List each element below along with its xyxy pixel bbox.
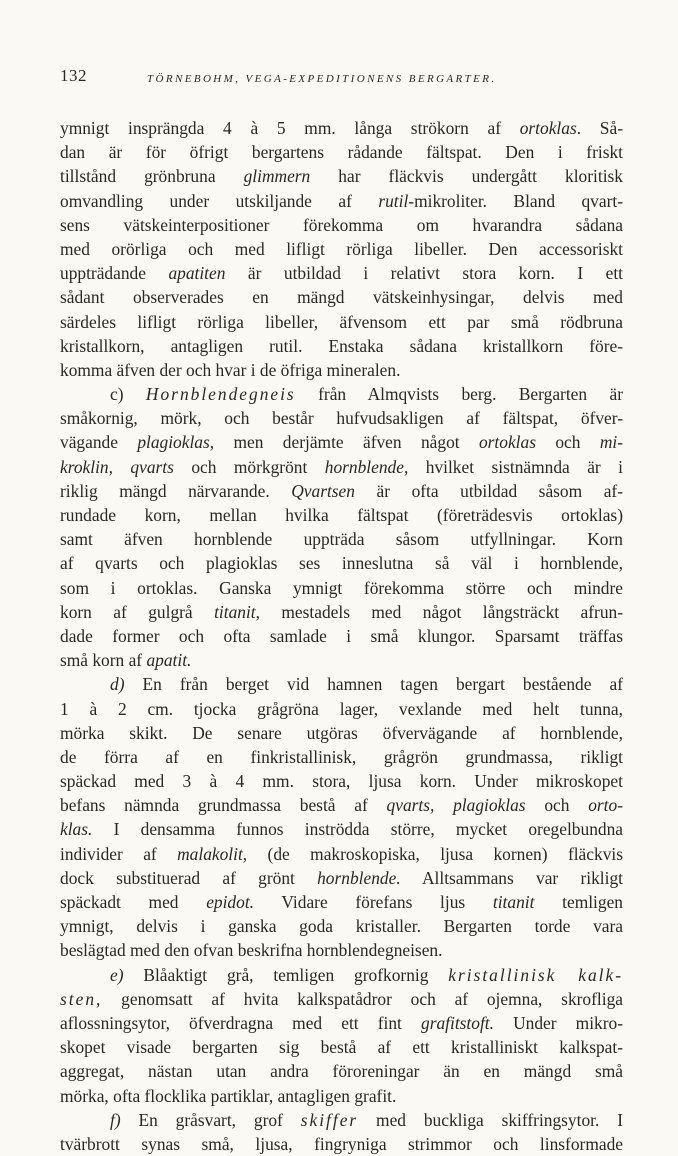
text-run: skopet visade bergarten sig bestå af ett kristalliniskt kalkspat- (60, 1037, 623, 1058)
text-run: mörka, ofta flocklika partiklar, antagligen grafit. (60, 1085, 397, 1106)
text-run: befans nämnda grundmassa bestå af (60, 795, 387, 816)
text-run: späckad med 3 à 4 mm. stora, ljusa korn. Under mikroskopet (60, 771, 623, 792)
text-line (60, 116, 623, 140)
text-run: ymnigt, delvis i ganska goda kristaller. Bergarten torde vara (60, 916, 623, 937)
text-line (60, 721, 623, 745)
text-run: beslägtad med den ofvan beskrifna hornblendegneisen. (60, 940, 443, 961)
italic-term: klas. (60, 819, 93, 840)
italic-term: plagioklas, (137, 432, 215, 453)
text-line (60, 430, 623, 454)
text-line (60, 817, 623, 841)
text-line (60, 455, 623, 479)
text-run: småkornig, mörk, och består hufvudsakligen af fältspat, öfver- (60, 408, 623, 429)
text-run: som i ortoklas. Ganska ymnigt förekomma större och mindre (60, 577, 623, 598)
text-run: de förra af en finkristallinisk, grågrön grundmassa, rikligt (60, 746, 623, 767)
text-line (60, 866, 623, 890)
text-line (60, 189, 623, 213)
text-run: -mikroliter. Bland qvart- (408, 190, 623, 211)
italic-term: glimmern (243, 166, 311, 187)
text-line (60, 793, 623, 817)
italic-term: rutil (378, 190, 409, 211)
text-line (60, 551, 623, 575)
italic-term: kroklin, qvarts (60, 456, 174, 477)
italic-term: grafitstoft. (421, 1012, 494, 1033)
text-line (60, 963, 623, 987)
text-line (60, 648, 623, 672)
text-line (60, 164, 623, 188)
text-run: riklig mängd närvarande. (60, 480, 292, 501)
text-line (60, 672, 623, 696)
text-run: särdeles lifligt rörliga libeller, äfvensom ett par små rödbruna (60, 311, 623, 332)
italic-term: e) (110, 964, 124, 985)
text-run: aggregat, nästan utan andra föroreningar än en mängd små (60, 1061, 623, 1082)
italic-term: ortoklas (478, 432, 536, 453)
text-run: samt äfven hornblende uppträda såsom utfyllningar. Korn (60, 529, 623, 550)
text-run: mörka skikt. De senare utgöras öfvervägande af hornblende, (60, 722, 623, 743)
text-run: genomsatt af hvita kalkspatådror och af ojemna, skrofliga (102, 988, 623, 1009)
text-run: ymnigt insprängda 4 à 5 mm. långa strökorn af (60, 118, 520, 138)
italic-term: Hornblendegneis (145, 384, 296, 405)
text-run: uppträdande (60, 263, 169, 284)
text-run: individer af (60, 843, 178, 864)
text-line (60, 1059, 623, 1083)
text-line (60, 310, 623, 334)
text-run: komma äfven der och hvar i de öfriga mineralen. (60, 359, 401, 380)
text-line (60, 382, 623, 406)
text-run: och (535, 432, 600, 453)
text-run: af qvarts och plagioklas ses inneslutna så väl i hornblende, (60, 553, 623, 574)
text-line (60, 527, 623, 551)
text-run: med orörliga och med lifligt rörliga libeller. Den accessoriskt (60, 238, 623, 259)
text-run: Under mikro- (493, 1012, 623, 1033)
body-text (60, 116, 623, 1156)
text-run: dade former och ofta samlade i små klungor. Sparsamt träffas (60, 625, 623, 646)
text-run: . Så- (576, 118, 623, 138)
text-line (60, 479, 623, 503)
text-line (60, 914, 623, 938)
text-line (60, 1108, 623, 1132)
text-run: omvandling under utskiljande af (60, 190, 379, 211)
text-line (60, 261, 623, 285)
text-line (60, 890, 623, 914)
text-line (60, 358, 623, 382)
text-run: från Almqvists berg. Bergarten är (295, 384, 623, 405)
text-run: Blåaktigt grå, temligen grofkornig (123, 964, 449, 985)
italic-term: Qvartsen (291, 480, 355, 501)
text-run: och mörkgrönt (173, 456, 325, 477)
text-line (60, 237, 623, 261)
text-run: dock substituerad af grönt (60, 867, 318, 888)
text-run: har fläckvis undergått kloritisk (310, 166, 623, 187)
italic-term: kristallinisk kalk- (448, 964, 623, 985)
italic-term: titanit, (214, 601, 260, 622)
text-line (60, 745, 623, 769)
italic-term: hornblende. (317, 867, 401, 888)
italic-term: hornblende, (324, 456, 409, 477)
text-line (60, 1035, 623, 1059)
text-run: aflossningsytor, öfverdragna med ett fint (60, 1012, 421, 1033)
text-run: rundade korn, mellan hvilka fältspat (företrädesvis ortoklas) (60, 505, 623, 525)
text-run: tvärbrott synas små, ljusa, fingryniga strimmor och linsformade (60, 1133, 623, 1154)
text-run: temligen (534, 892, 623, 912)
text-run: tillstånd grönbruna (60, 166, 244, 187)
text-run: och (525, 795, 589, 816)
page-number: 132 (60, 66, 87, 85)
italic-term: d) (110, 674, 125, 695)
running-head: TÖRNEBOHM, VEGA-EXPEDITIONENS BERGARTER. (147, 73, 497, 85)
page-header (0, 66, 678, 96)
text-line (60, 213, 623, 237)
text-line (60, 624, 623, 648)
text-line (60, 697, 623, 721)
text-run: kristallkorn, antagligen rutil. Enstaka sådana kristallkorn före- (60, 335, 623, 356)
text-run: 1 à 2 cm. tjocka grågröna lager, vexlande med helt tunna, (60, 698, 623, 719)
text-line (60, 600, 623, 624)
text-run: korn af gulgrå (60, 601, 215, 622)
text-line (60, 938, 623, 962)
text-run: dan är för öfrigt bergartens rådande fältspat. Den i friskt (60, 142, 623, 163)
text-line (60, 503, 623, 527)
text-run: späckadt med (60, 892, 207, 912)
text-line (60, 987, 623, 1011)
text-run: sens vätskeinterpositioner förekomma om hvarandra sådana (60, 214, 623, 235)
text-line (60, 140, 623, 164)
italic-term: f) (110, 1109, 121, 1130)
italic-term: titanit (492, 892, 535, 912)
italic-term: ortoklas (519, 118, 577, 138)
text-run: med buckliga skiffringsytor. I (358, 1109, 623, 1130)
text-run: (de makroskopiska, ljusa kornen) fläckvis (247, 843, 623, 864)
text-line (60, 334, 623, 358)
text-line (60, 842, 623, 866)
text-line (60, 406, 623, 430)
italic-term: mi- (599, 432, 623, 453)
text-line (60, 769, 623, 793)
text-run: är ofta utbildad såsom af- (354, 480, 623, 501)
text-run: En från berget vid hamnen tagen bergart bestående af (124, 674, 623, 695)
text-run: sådant observerades en mängd vätskeinhysingar, delvis med (60, 287, 623, 308)
text-line (60, 576, 623, 600)
italic-term: skiffer (300, 1109, 359, 1130)
text-run: vägande (60, 432, 138, 453)
text-run: mestadels med något långsträckt afrun- (259, 601, 623, 622)
text-run: c) (110, 384, 146, 405)
text-run: är utbildad i relativt stora korn. I ett (225, 263, 623, 284)
text-run: men derjämte äfven något (214, 432, 479, 453)
text-line (60, 285, 623, 309)
italic-term: malakolit, (177, 843, 248, 864)
italic-term: orto- (588, 795, 623, 816)
text-line (60, 1011, 623, 1035)
italic-term: apatiten (168, 263, 226, 284)
italic-term: epidot. (206, 892, 255, 912)
text-line (60, 1132, 623, 1156)
italic-term: qvarts, plagioklas (386, 795, 526, 816)
text-line (60, 1084, 623, 1108)
text-run: Alltsammans var rikligt (400, 867, 623, 888)
text-run: små korn af (60, 650, 147, 671)
italic-term: apatit. (146, 650, 192, 671)
text-run: I densamma funnos inströdda större, mycket oregelbundna (92, 819, 623, 840)
italic-term: sten, (60, 988, 103, 1009)
text-run: En gråsvart, grof (120, 1109, 301, 1130)
text-run: hvilket sistnämnda är i (408, 456, 623, 477)
text-run: Vidare förefans ljus (254, 892, 493, 912)
